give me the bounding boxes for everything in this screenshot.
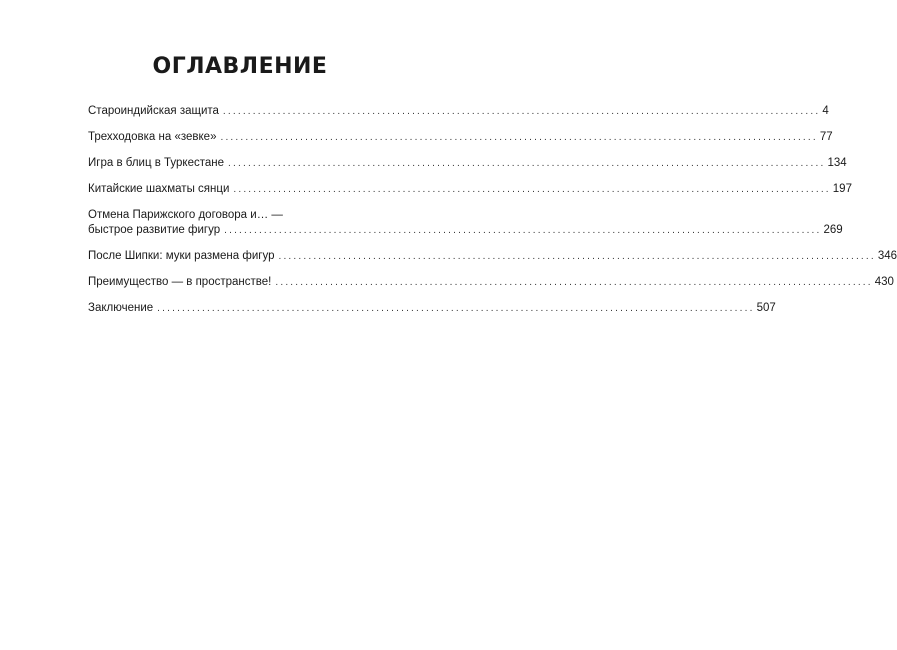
toc-page-number: 134 <box>827 157 847 169</box>
toc-dot-leader: ........................................................................................................................ <box>222 106 821 117</box>
toc-dot-leader: ........................................................................................................................ <box>233 184 831 195</box>
toc-page-number: 269 <box>823 224 843 236</box>
toc-line <box>88 156 847 171</box>
toc-dot-leader: ........................................................................................................................ <box>278 251 876 262</box>
toc-page-number: 507 <box>756 302 776 314</box>
toc-dot-leader: ........................................................................................................................ <box>275 277 873 288</box>
toc-line <box>88 182 852 197</box>
toc-entry[interactable] <box>88 301 776 316</box>
toc-page-number: 4 <box>822 105 829 117</box>
toc-entry[interactable] <box>88 275 894 290</box>
toc-entry[interactable] <box>88 249 897 264</box>
toc-entry-title: Китайские шахматы сянци <box>88 183 230 195</box>
toc-page-number: 430 <box>874 276 894 288</box>
toc-dot-leader: ........................................................................................................................ <box>220 132 818 143</box>
toc-line <box>88 130 833 145</box>
toc-entry[interactable] <box>88 208 843 238</box>
toc-entry-title: Трехходовка на «зевке» <box>88 131 217 143</box>
toc-entry-title: Игра в блиц в Туркестане <box>88 157 225 169</box>
toc-dot-leader: ........................................................................................................................ <box>228 158 826 169</box>
toc-entry-title: Заключение <box>88 302 154 314</box>
toc-line <box>88 104 829 119</box>
toc-line <box>88 223 843 238</box>
toc-entry-title: Преимущество — в пространстве! <box>88 276 272 288</box>
toc-entry-title-line1: Отмена Парижского договора и… — <box>88 209 283 221</box>
toc-entry[interactable] <box>88 156 847 171</box>
toc-entry[interactable] <box>88 182 852 197</box>
toc-line <box>88 249 897 264</box>
toc-page-number: 77 <box>819 131 833 143</box>
toc-entry-title: Староиндийская защита <box>88 105 219 117</box>
toc-line <box>88 301 776 316</box>
toc-entry[interactable] <box>88 104 829 119</box>
toc-entry-title: После Шипки: муки размена фигур <box>88 250 275 262</box>
toc-page-number: 346 <box>877 250 897 262</box>
toc-list <box>88 104 897 327</box>
toc-entry[interactable] <box>88 130 833 145</box>
toc-entry-title-line2: быстрое развитие фигур <box>88 224 221 236</box>
toc-dot-leader: ........................................................................................................................ <box>157 303 755 314</box>
toc-page-number: 197 <box>832 183 852 195</box>
toc-title: ОГЛАВЛЕНИЕ <box>152 54 328 79</box>
toc-dot-leader: ........................................................................................................................ <box>224 225 822 236</box>
toc-line <box>88 275 894 290</box>
